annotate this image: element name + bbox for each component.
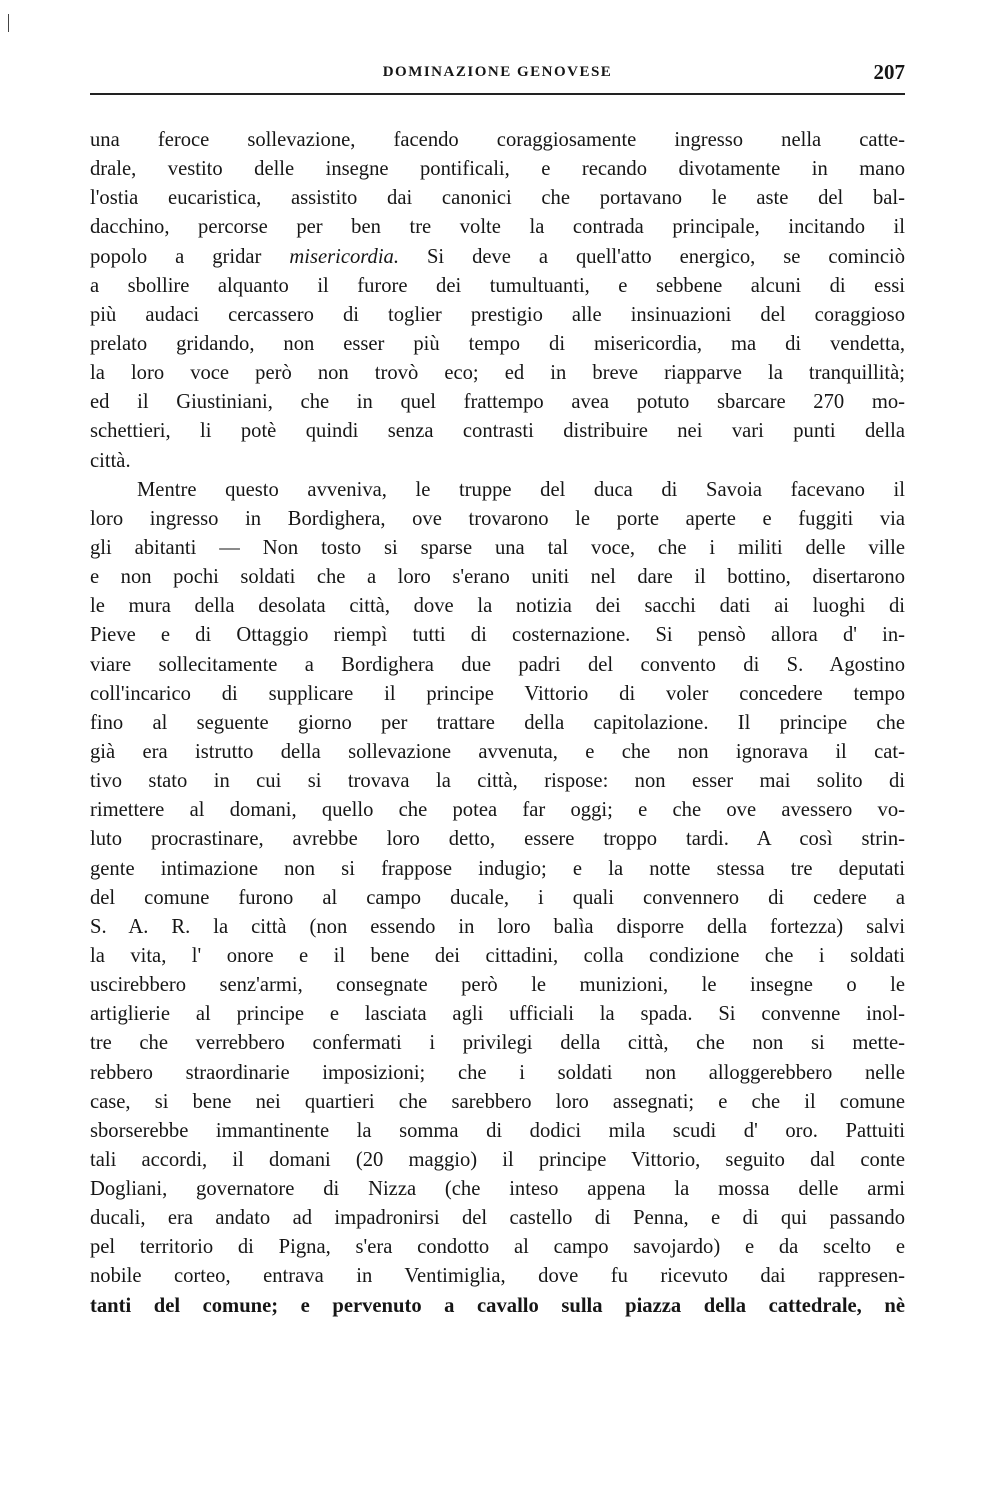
text-line: a sbollire alquanto il furore dei tumultuanti, e sebbene alcuni di essi <box>90 274 905 297</box>
text-line: tre che verrebbero confermati i privilegi della città, che non si mette- <box>90 1032 905 1055</box>
text-line: le mura della desolata città, dove la notizia dei sacchi dati ai luoghi di <box>90 595 905 618</box>
text-line: tivo stato in cui si trovava la città, rispose: non esser mai solito di <box>90 770 905 793</box>
text-line: drale, vestito delle insegne pontificali, e recando divotamente in mano <box>90 158 905 181</box>
text-line: una feroce sollevazione, facendo coraggiosamente ingresso nella catte- <box>90 129 905 151</box>
text-line: uscirebbero senz'armi, consegnate però le munizioni, le insegne o le <box>90 974 905 997</box>
text-line: ed il Giustiniani, che in quel frattempo avea potuto sbarcare 270 mo- <box>90 391 905 414</box>
text-line-mixed <box>90 243 905 272</box>
text-line: Dogliani, governatore di Nizza (che inteso appena la mossa delle armi <box>90 1178 905 1201</box>
header-rule <box>90 93 905 95</box>
text-line: fino al seguente giorno per trattare della capitolazione. Il principe che <box>90 711 905 734</box>
text-line: gente intimazione non si frappose indugio; e la notte stessa tre deputati <box>90 857 905 880</box>
running-title: DOMINAZIONE GENOVESE <box>382 64 613 80</box>
paragraph-start-line: Mentre questo avveniva, le truppe del duca di Savoia facevano il <box>137 478 905 501</box>
text-line: artiglierie al principe e lasciata agli ufficiali la spada. Si convenne inol- <box>90 1003 905 1026</box>
text-line: viare sollecitamente a Bordighera due padri del convento di S. Agostino <box>90 653 905 676</box>
text-line: già era istrutto della sollevazione avvenuta, e che non ignorava il cat- <box>90 740 905 763</box>
margin-mark <box>8 14 9 32</box>
text-line: l'ostia eucaristica, assistito dai canonici che portavano le aste del bal- <box>90 187 905 210</box>
text-line: la loro voce però non trovò eco; ed in breve riapparve la tranquillità; <box>90 362 905 385</box>
text-line: schettieri, li potè quindi senza contrasti distribuire nei vari punti della <box>90 420 905 443</box>
text-line: gli abitanti — Non tosto si sparse una tal voce, che i militi delle ville <box>90 536 905 559</box>
text-line: pel territorio di Pigna, s'era condotto al campo savojardo) e da scelto e <box>90 1236 905 1259</box>
text-line: prelato gridando, non esser più tempo di misericordia, ma di vendetta, <box>90 332 905 355</box>
text-line: tali accordi, il domani (20 maggio) il principe Vittorio, seguito dal conte <box>90 1148 905 1171</box>
text-line: città. <box>90 449 131 472</box>
text-segment: popolo a gridar <box>90 245 262 268</box>
text-line: nobile corteo, entrava in Ventimiglia, dove fu ricevuto dai rappresen- <box>90 1265 905 1288</box>
text-line: sborserebbe immantinente la somma di dodici mila scudi d' oro. Pattuiti <box>90 1119 905 1142</box>
text-line: e non pochi soldati che a loro s'erano uniti nel dare il bottino, disertarono <box>90 566 905 589</box>
text-line: rimettere al domani, quello che potea far oggi; e che ove avessero vo- <box>90 799 905 822</box>
body-text <box>90 126 905 1321</box>
text-line: ducali, era andato ad impadronirsi del castello di Penna, e di qui passando <box>90 1207 905 1230</box>
text-line: tanti del comune; e pervenuto a cavallo sulla piazza della cattedrale, nè <box>90 1294 905 1317</box>
text-line: luto procrastinare, avrebbe loro detto, essere troppo tardi. A così strin- <box>90 828 905 851</box>
text-line: dacchino, percorse per ben tre volte la contrada principale, incitando il <box>90 216 905 239</box>
text-line: Pieve e di Ottaggio riempì tutti di costernazione. Si pensò allora d' in- <box>90 624 905 647</box>
italic-word: misericordia. <box>289 245 399 268</box>
text-line: rebbero straordinarie imposizioni; che i soldati non alloggerebbero nelle <box>90 1061 905 1084</box>
page-number: 207 <box>873 60 905 84</box>
text-line: coll'incarico di supplicare il principe Vittorio di voler concedere tempo <box>90 682 905 705</box>
text-line: del comune furono al campo ducale, i quali convennero di cedere a <box>90 886 905 909</box>
text-line: S. A. R. la città (non essendo in loro balìa disporre della fortezza) salvi <box>90 915 905 938</box>
text-line: loro ingresso in Bordighera, ove trovarono le porte aperte e fuggiti via <box>90 507 905 530</box>
text-line: case, si bene nei quartieri che sarebbero loro assegnati; e che il comune <box>90 1090 905 1113</box>
text-segment: Si deve a quell'atto energico, se cominciò <box>426 245 906 268</box>
text-line: la vita, l' onore e il bene dei cittadini, colla condizione che i soldati <box>90 944 905 967</box>
running-head <box>90 62 905 88</box>
text-line: più audaci cercassero di toglier prestigio alle insinuazioni del coraggioso <box>90 303 905 326</box>
